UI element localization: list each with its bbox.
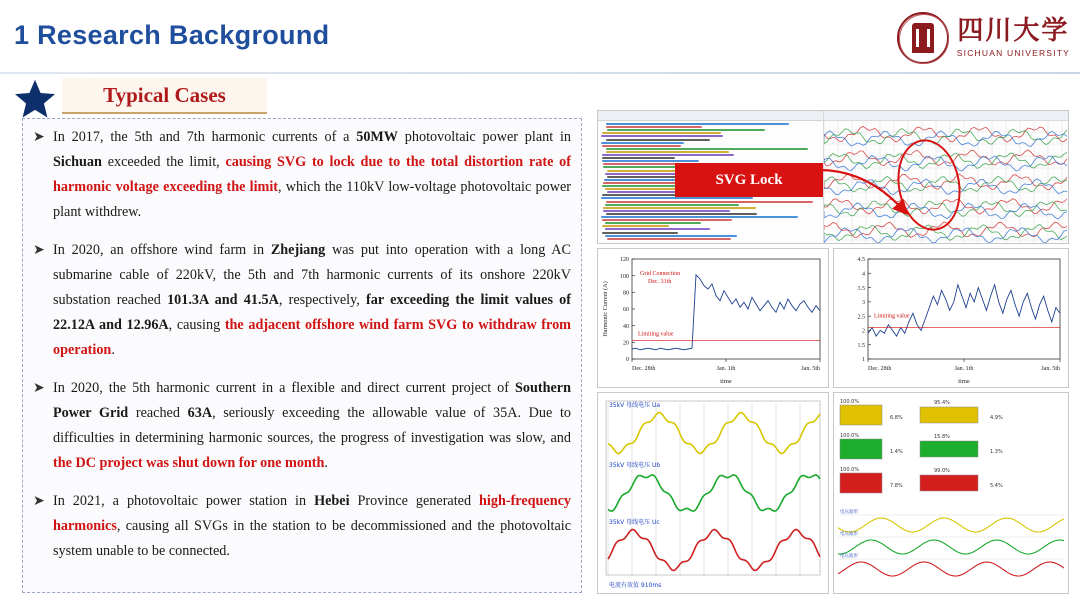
- svg-text:3: 3: [862, 300, 865, 307]
- svg-text:Grid Connection: Grid Connection: [640, 271, 681, 277]
- list-item: [33, 125, 571, 225]
- figure-measurement-report: [833, 392, 1069, 594]
- report-canvas: [834, 393, 1068, 593]
- svg-text:7.8%: 7.8%: [890, 483, 903, 489]
- figure-harmonic-current-chart: [597, 248, 829, 388]
- logo-emblem-icon: [897, 12, 949, 64]
- svg-text:Dec. 28th: Dec. 28th: [868, 366, 892, 372]
- svg-text:6.8%: 6.8%: [890, 415, 903, 421]
- logo-chinese-name: 四川大学: [957, 16, 1070, 46]
- svg-text:Dec. 28th: Dec. 28th: [632, 366, 656, 372]
- svg-text:Harmonic Current (A): Harmonic Current (A): [602, 281, 609, 337]
- svg-text:Limiting value: Limiting value: [874, 313, 910, 320]
- svg-text:电压波形: 电压波形: [840, 510, 858, 515]
- svg-text:2.5: 2.5: [857, 314, 865, 321]
- svg-text:4.5: 4.5: [857, 257, 865, 264]
- svg-text:Dec. 31th: Dec. 31th: [648, 279, 672, 285]
- svg-text:2: 2: [862, 328, 865, 335]
- svg-text:Jan. 1th: Jan. 1th: [716, 366, 736, 372]
- svg-text:80: 80: [623, 290, 629, 297]
- svg-text:3.5: 3.5: [857, 285, 865, 292]
- svg-lock-callout: SVG Lock: [675, 163, 823, 197]
- section-badge-label: Typical Cases: [103, 82, 226, 107]
- header-divider: [0, 72, 1080, 74]
- svg-text:20: 20: [623, 340, 629, 347]
- svg-text:1.4%: 1.4%: [890, 449, 903, 455]
- list-item: [33, 376, 571, 476]
- svg-text:5.4%: 5.4%: [990, 483, 1003, 489]
- bullet-marker: ➤: [33, 243, 45, 258]
- list-item: [33, 489, 571, 564]
- svg-text:40: 40: [623, 323, 629, 330]
- svg-text:电流有效值 910ms: 电流有效值 910ms: [609, 582, 662, 589]
- svg-text:Jan. 5th: Jan. 5th: [1041, 366, 1060, 372]
- oscilloscope-canvas: [598, 393, 828, 593]
- slide-header: [0, 0, 1080, 72]
- svg-text:电压波形: 电压波形: [840, 532, 858, 537]
- bullet-text-1: In 2017, the 5th and 7th harmonic currents of a 50MW photovoltaic power plant in Sichuan exceeded the limit, causing SVG to lock due to the total distortion rate of harmonic voltage exceeding the limit, which the 110kV low-voltage photovoltaic power plant withdrew.: [53, 129, 571, 220]
- svg-text:time: time: [720, 378, 732, 385]
- svg-text:100.0%: 100.0%: [840, 433, 860, 439]
- svg-text:15.8%: 15.8%: [934, 434, 950, 440]
- svg-text:Limiting value: Limiting value: [638, 331, 674, 338]
- svg-text:100.0%: 100.0%: [840, 399, 860, 405]
- star-icon: [14, 78, 56, 120]
- page-title: 1 Research Background: [14, 20, 330, 50]
- svg-text:95.4%: 95.4%: [934, 400, 950, 406]
- svg-text:120: 120: [620, 257, 629, 264]
- svg-text:0: 0: [626, 357, 629, 364]
- university-logo: [897, 12, 1070, 64]
- figure-svg-lock: [597, 110, 1069, 244]
- svg-text:35kV 母线电压 Ua: 35kV 母线电压 Ua: [609, 402, 661, 409]
- bullet-marker: ➤: [33, 130, 45, 145]
- figure-oscilloscope: [597, 392, 829, 594]
- svg-text:1.3%: 1.3%: [990, 449, 1003, 455]
- bullet-text-3: In 2020, the 5th harmonic current in a flexible and direct current project of Southern Power Grid reached 63A, seriously exceeding the allowable value of 35A. Due to difficulties in determining harmonic sources, the progress of investigation was slow, and the DC project was shut down for one month.: [53, 380, 571, 471]
- svg-text:35kV 母线电压 Ub: 35kV 母线电压 Ub: [609, 462, 661, 469]
- svg-text:100.0%: 100.0%: [840, 467, 860, 473]
- list-item: [33, 238, 571, 363]
- svg-text:Jan. 1th: Jan. 1th: [954, 366, 974, 372]
- section-badge: [62, 78, 267, 114]
- bullet-marker: ➤: [33, 494, 45, 509]
- svg-text:99.0%: 99.0%: [934, 468, 950, 474]
- svg-text:35kV 母线电压 Uc: 35kV 母线电压 Uc: [609, 519, 660, 526]
- logo-english-name: SICHUAN UNIVERSITY: [956, 48, 1070, 58]
- bullet-text-2: In 2020, an offshore wind farm in Zhejiang was put into operation with a long AC submarine cable of 220kV, the 5th and 7th harmonic currents of its onshore 220kV substation reached 101.3A and 41.5A, respectively, far exceeding the limit values of 22.12A and 12.96A, causing the adjacent offshore wind farm SVG to withdraw from operation.: [53, 242, 572, 358]
- callout-arrow-icon: [813, 166, 933, 221]
- figure-harmonic-ratio-chart: [833, 248, 1069, 388]
- svg-text:time: time: [958, 378, 970, 385]
- svg-text:Jan. 5th: Jan. 5th: [801, 366, 820, 372]
- bullet-marker: ➤: [33, 381, 45, 396]
- svg-text:1: 1: [862, 357, 865, 364]
- bullet-text-4: In 2021, a photovoltaic power station in Hebei Province generated high-frequency harmonics, causing all SVGs in the station to be decommissioned and the photovoltaic system unable to be connected.: [53, 493, 571, 559]
- svg-text:电压波形: 电压波形: [840, 554, 858, 559]
- svg-text:1.5: 1.5: [857, 342, 865, 349]
- svg-text:4.9%: 4.9%: [990, 415, 1003, 421]
- svg-text:60: 60: [623, 307, 629, 314]
- cases-text-panel: [22, 118, 582, 593]
- svg-text:4: 4: [862, 271, 865, 278]
- chart-left-canvas: [598, 249, 828, 387]
- svg-text:100: 100: [620, 273, 629, 280]
- chart-right-canvas: [834, 249, 1068, 387]
